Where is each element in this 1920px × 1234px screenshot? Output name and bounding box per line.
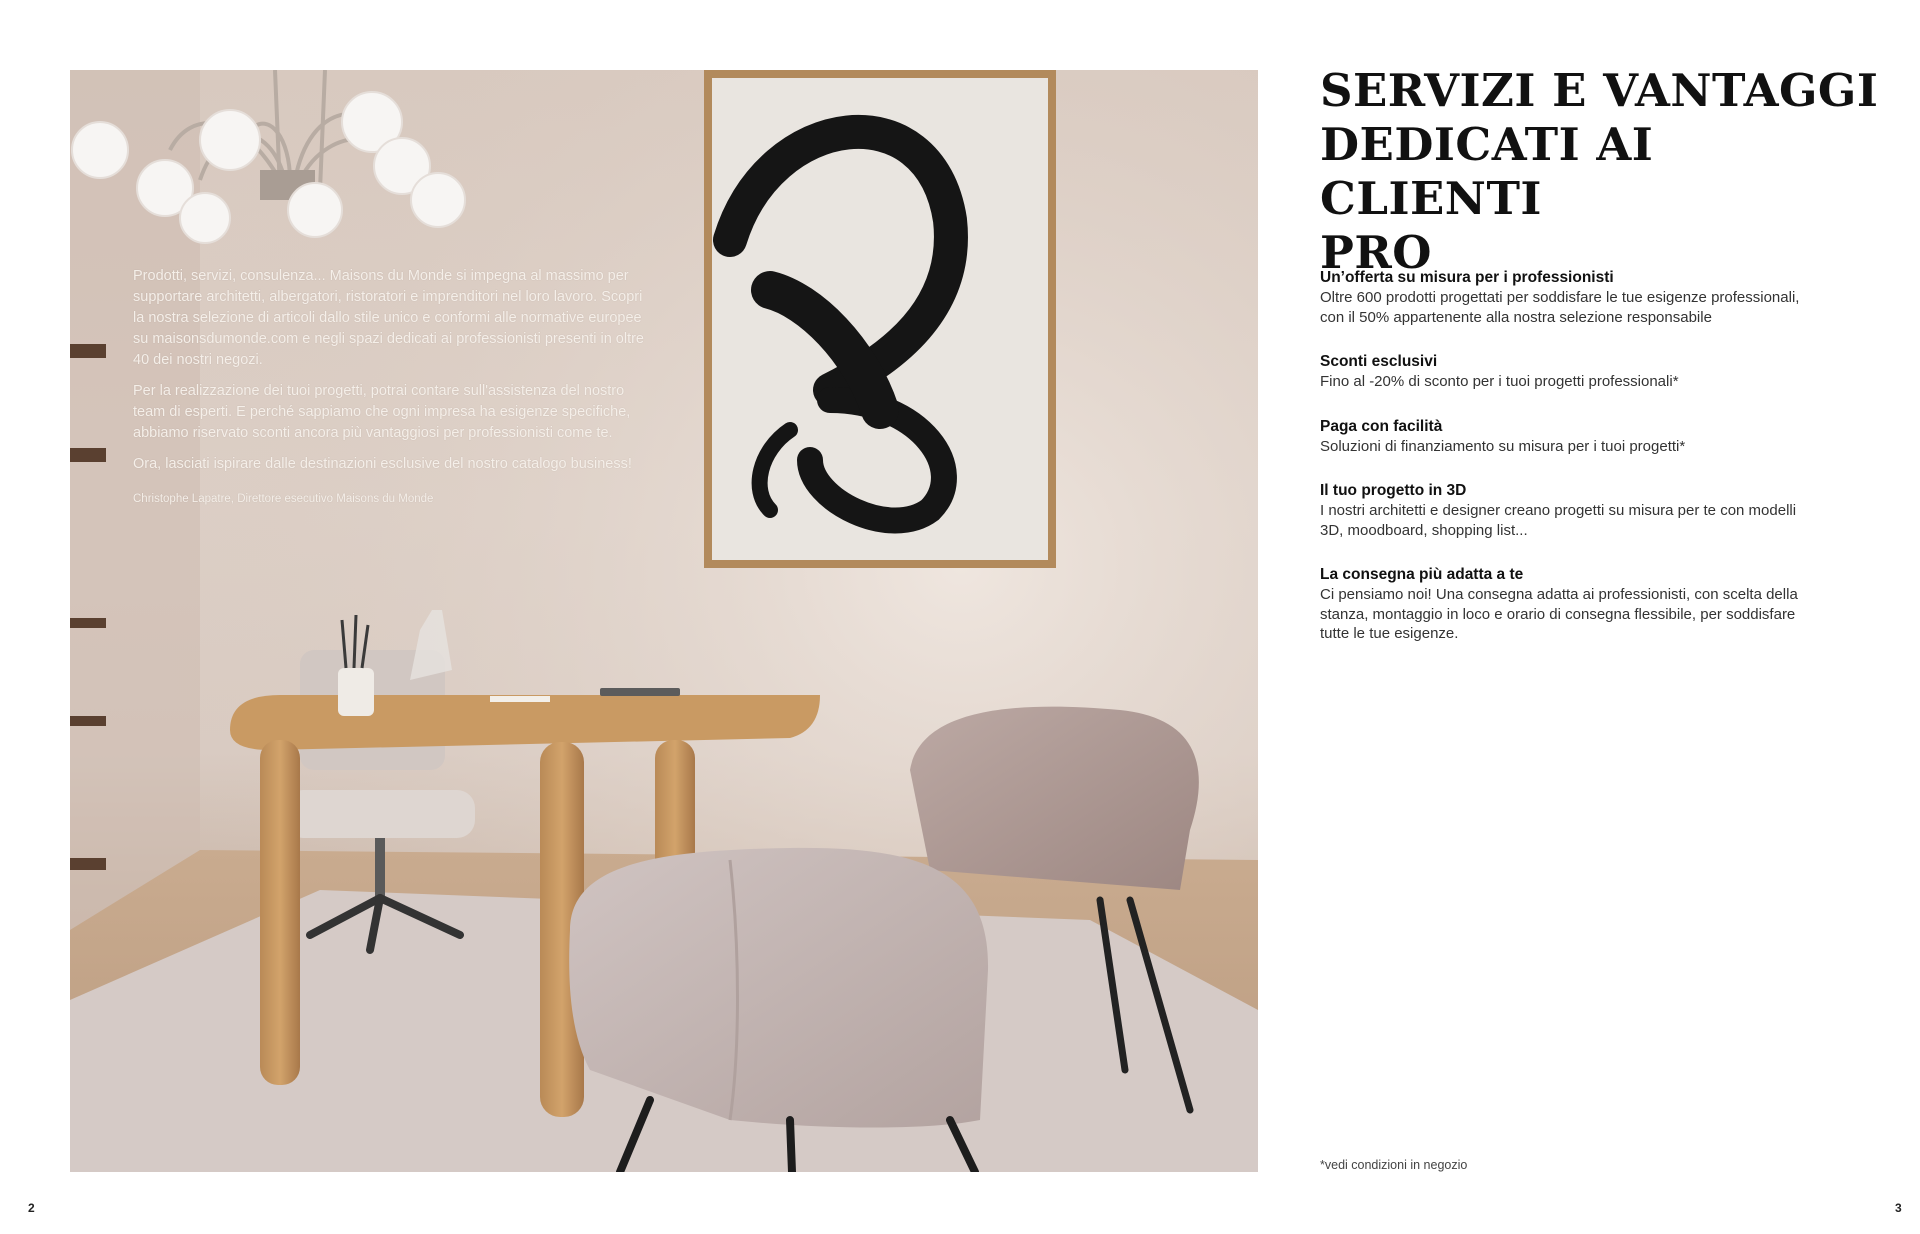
feature-item-delivery: [1320, 565, 1820, 644]
feature-item-3d-project: [1320, 481, 1820, 540]
feature-title: La consegna più adatta a te: [1320, 566, 1524, 583]
quote-paragraph-3: Ora, lasciati ispirare dalle destinazioni esclusive del nostro catalogo business!: [133, 456, 632, 472]
feature-text: Soluzioni di finanziamento su misura per i tuoi progetti*: [1320, 437, 1686, 455]
quote-signature: Christophe Lapatre, Direttore esecutivo Maisons du Monde: [133, 493, 434, 505]
interior-photo: [70, 70, 1258, 1172]
feature-text: I nostri architetti e designer creano progetti su misura per te con modelli 3D, moodboard, shopping list...: [1320, 502, 1797, 539]
page-number-right: 3: [1895, 1201, 1902, 1215]
feature-item-payment: [1320, 417, 1820, 457]
page-headline: [1320, 64, 1880, 280]
headline-line-1: SERVIZI E VANTAGGI: [1320, 64, 1879, 117]
quote-paragraph-1: Prodotti, servizi, consulenza... Maisons du Monde si impegna al massimo per supportare architetti, albergatori, ristoratori e imprenditori nel loro lavoro. Scopri la nostra selezione di articoli dallo stile unico e conformi alle normative europee su maisonsdumonde.com e negli spazi dedicati ai professionisti presenti in oltre 40 dei nostri negozi.: [133, 268, 644, 368]
feature-text: Ci pensiamo noi! Una consegna adatta ai professionisti, con scelta della stanza, montaggio in loco e orario di consegna flessibile, per soddisfare tutte le tue esigenze.: [1320, 586, 1798, 642]
feature-item-offer: [1320, 268, 1820, 327]
footnote: *vedi condizioni in negozio: [1320, 1158, 1468, 1172]
quote-paragraph-2: Per la realizzazione dei tuoi progetti, potrai contare sull'assistenza del nostro team di esperti. E perché sappiamo che ogni impresa ha esigenze specifiche, abbiamo riservato sconti ancora più vantaggiosi per professionisti come te.: [133, 383, 631, 441]
feature-text: Fino al -20% di sconto per i tuoi progetti professionali*: [1320, 373, 1679, 390]
feature-title: Paga con facilità: [1320, 417, 1443, 435]
feature-item-discounts: [1320, 352, 1820, 392]
feature-title: Sconti esclusivi: [1320, 353, 1438, 370]
page-number-left: 2: [28, 1201, 35, 1215]
interior-illustration: [70, 70, 1258, 1172]
feature-text: Oltre 600 prodotti progettati per soddisfare le tue esigenze professionali, con il 50% appartenente alla nostra selezione responsabile: [1320, 289, 1800, 326]
headline-line-2: DEDICATI AI CLIENTI: [1320, 118, 1654, 225]
features-list: [1320, 268, 1820, 669]
framed-artwork: [704, 70, 1056, 568]
headline-line-3: PRO: [1320, 226, 1432, 279]
feature-title: Un’offerta su misura per i professionisti: [1320, 269, 1614, 286]
feature-title: Il tuo progetto in 3D: [1320, 482, 1467, 499]
ceo-quote: [133, 266, 653, 520]
